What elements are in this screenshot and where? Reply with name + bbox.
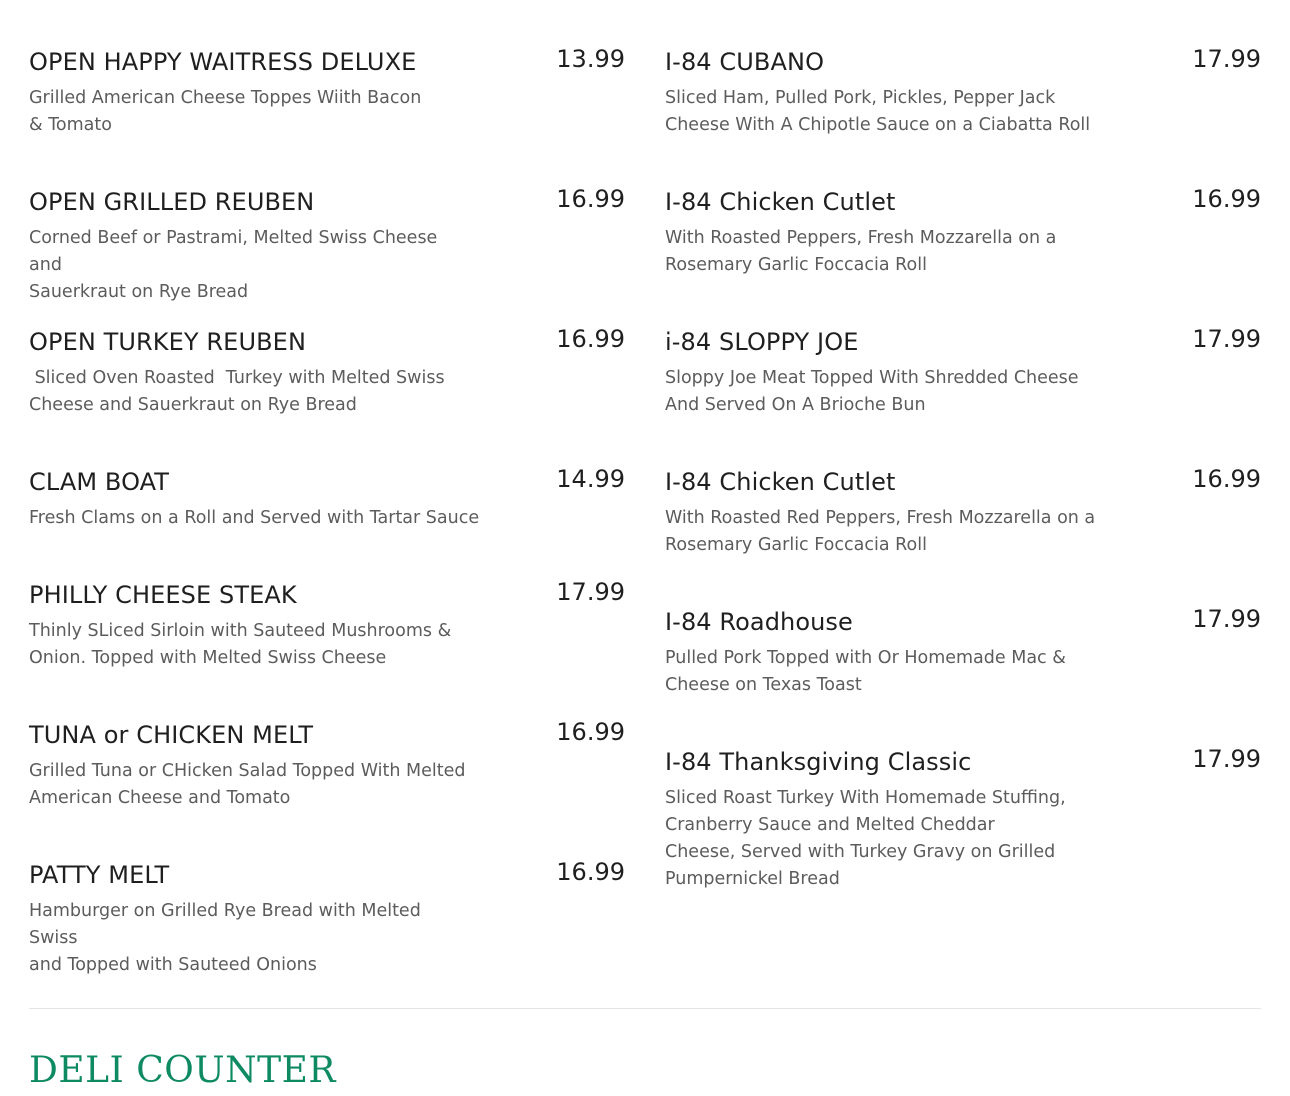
item-description: Pulled Pork Topped with Or Homemade Mac & Cheese on Texas Toast	[665, 648, 1066, 695]
item-name: I-84 Roadhouse	[665, 608, 853, 636]
item-name: CLAM BOAT	[29, 468, 170, 496]
item-price: 16.99	[1192, 465, 1261, 493]
item-name: TUNA or CHICKEN MELT	[29, 721, 314, 749]
item-name: i-84 SLOPPY JOE	[665, 328, 859, 356]
item-price: 17.99	[1192, 605, 1261, 633]
item-description: Sliced Ham, Pulled Pork, Pickles, Pepper Jack Cheese With A Chipotle Sauce on a Ciabatta Roll	[665, 88, 1091, 135]
item-description: Hamburger on Grilled Rye Bread with Melted Swiss and Topped with Sauteed Onions	[29, 901, 421, 975]
item-name: I-84 Chicken Cutlet	[665, 188, 896, 216]
item-description: Corned Beef or Pastrami, Melted Swiss Cheese and Sauerkraut on Rye Bread	[29, 228, 438, 302]
item-description: Thinly SLiced Sirloin with Sauteed Mushrooms & Onion. Topped with Melted Swiss Cheese	[29, 621, 452, 668]
section-divider	[29, 1008, 1261, 1009]
section-heading-deli-counter: DELI COUNTER	[29, 1050, 337, 1091]
item-price: 17.99	[1192, 325, 1261, 353]
item-name: I-84 CUBANO	[665, 48, 825, 76]
item-description: Grilled Tuna or CHicken Salad Topped With Melted American Cheese and Tomato	[29, 761, 466, 808]
item-description: Grilled American Cheese Toppes Wiith Bacon & Tomato	[29, 88, 422, 135]
item-description: Sliced Oven Roasted Turkey with Melted Swiss Cheese and Sauerkraut on Rye Bread	[29, 368, 445, 415]
item-name: OPEN HAPPY WAITRESS DELUXE	[29, 48, 417, 76]
item-price: 17.99	[1192, 745, 1261, 773]
item-description: With Roasted Red Peppers, Fresh Mozzarella on a Rosemary Garlic Foccacia Roll	[665, 508, 1096, 555]
item-description: Fresh Clams on a Roll and Served with Tartar Sauce	[29, 508, 480, 528]
item-description: Sliced Roast Turkey With Homemade Stuffing, Cranberry Sauce and Melted Cheddar Cheese, Served with Turkey Gravy on Grilled Pumpernickel Bread	[665, 788, 1066, 889]
item-price: 16.99	[556, 858, 625, 886]
item-price: 13.99	[556, 45, 625, 73]
item-name: PATTY MELT	[29, 861, 170, 889]
item-price: 16.99	[1192, 185, 1261, 213]
item-name: I-84 Chicken Cutlet	[665, 468, 896, 496]
item-price: 17.99	[1192, 45, 1261, 73]
item-description: Sloppy Joe Meat Topped With Shredded Cheese And Served On A Brioche Bun	[665, 368, 1079, 415]
item-name: OPEN GRILLED REUBEN	[29, 188, 315, 216]
item-price: 16.99	[556, 185, 625, 213]
item-price: 14.99	[556, 465, 625, 493]
item-price: 17.99	[556, 578, 625, 606]
item-name: OPEN TURKEY REUBEN	[29, 328, 306, 356]
menu-section	[29, 0, 1261, 1000]
item-name: I-84 Thanksgiving Classic	[665, 748, 972, 776]
item-price: 16.99	[556, 718, 625, 746]
item-price: 16.99	[556, 325, 625, 353]
item-name: PHILLY CHEESE STEAK	[29, 581, 297, 609]
item-description: With Roasted Peppers, Fresh Mozzarella on a Rosemary Garlic Foccacia Roll	[665, 228, 1057, 275]
